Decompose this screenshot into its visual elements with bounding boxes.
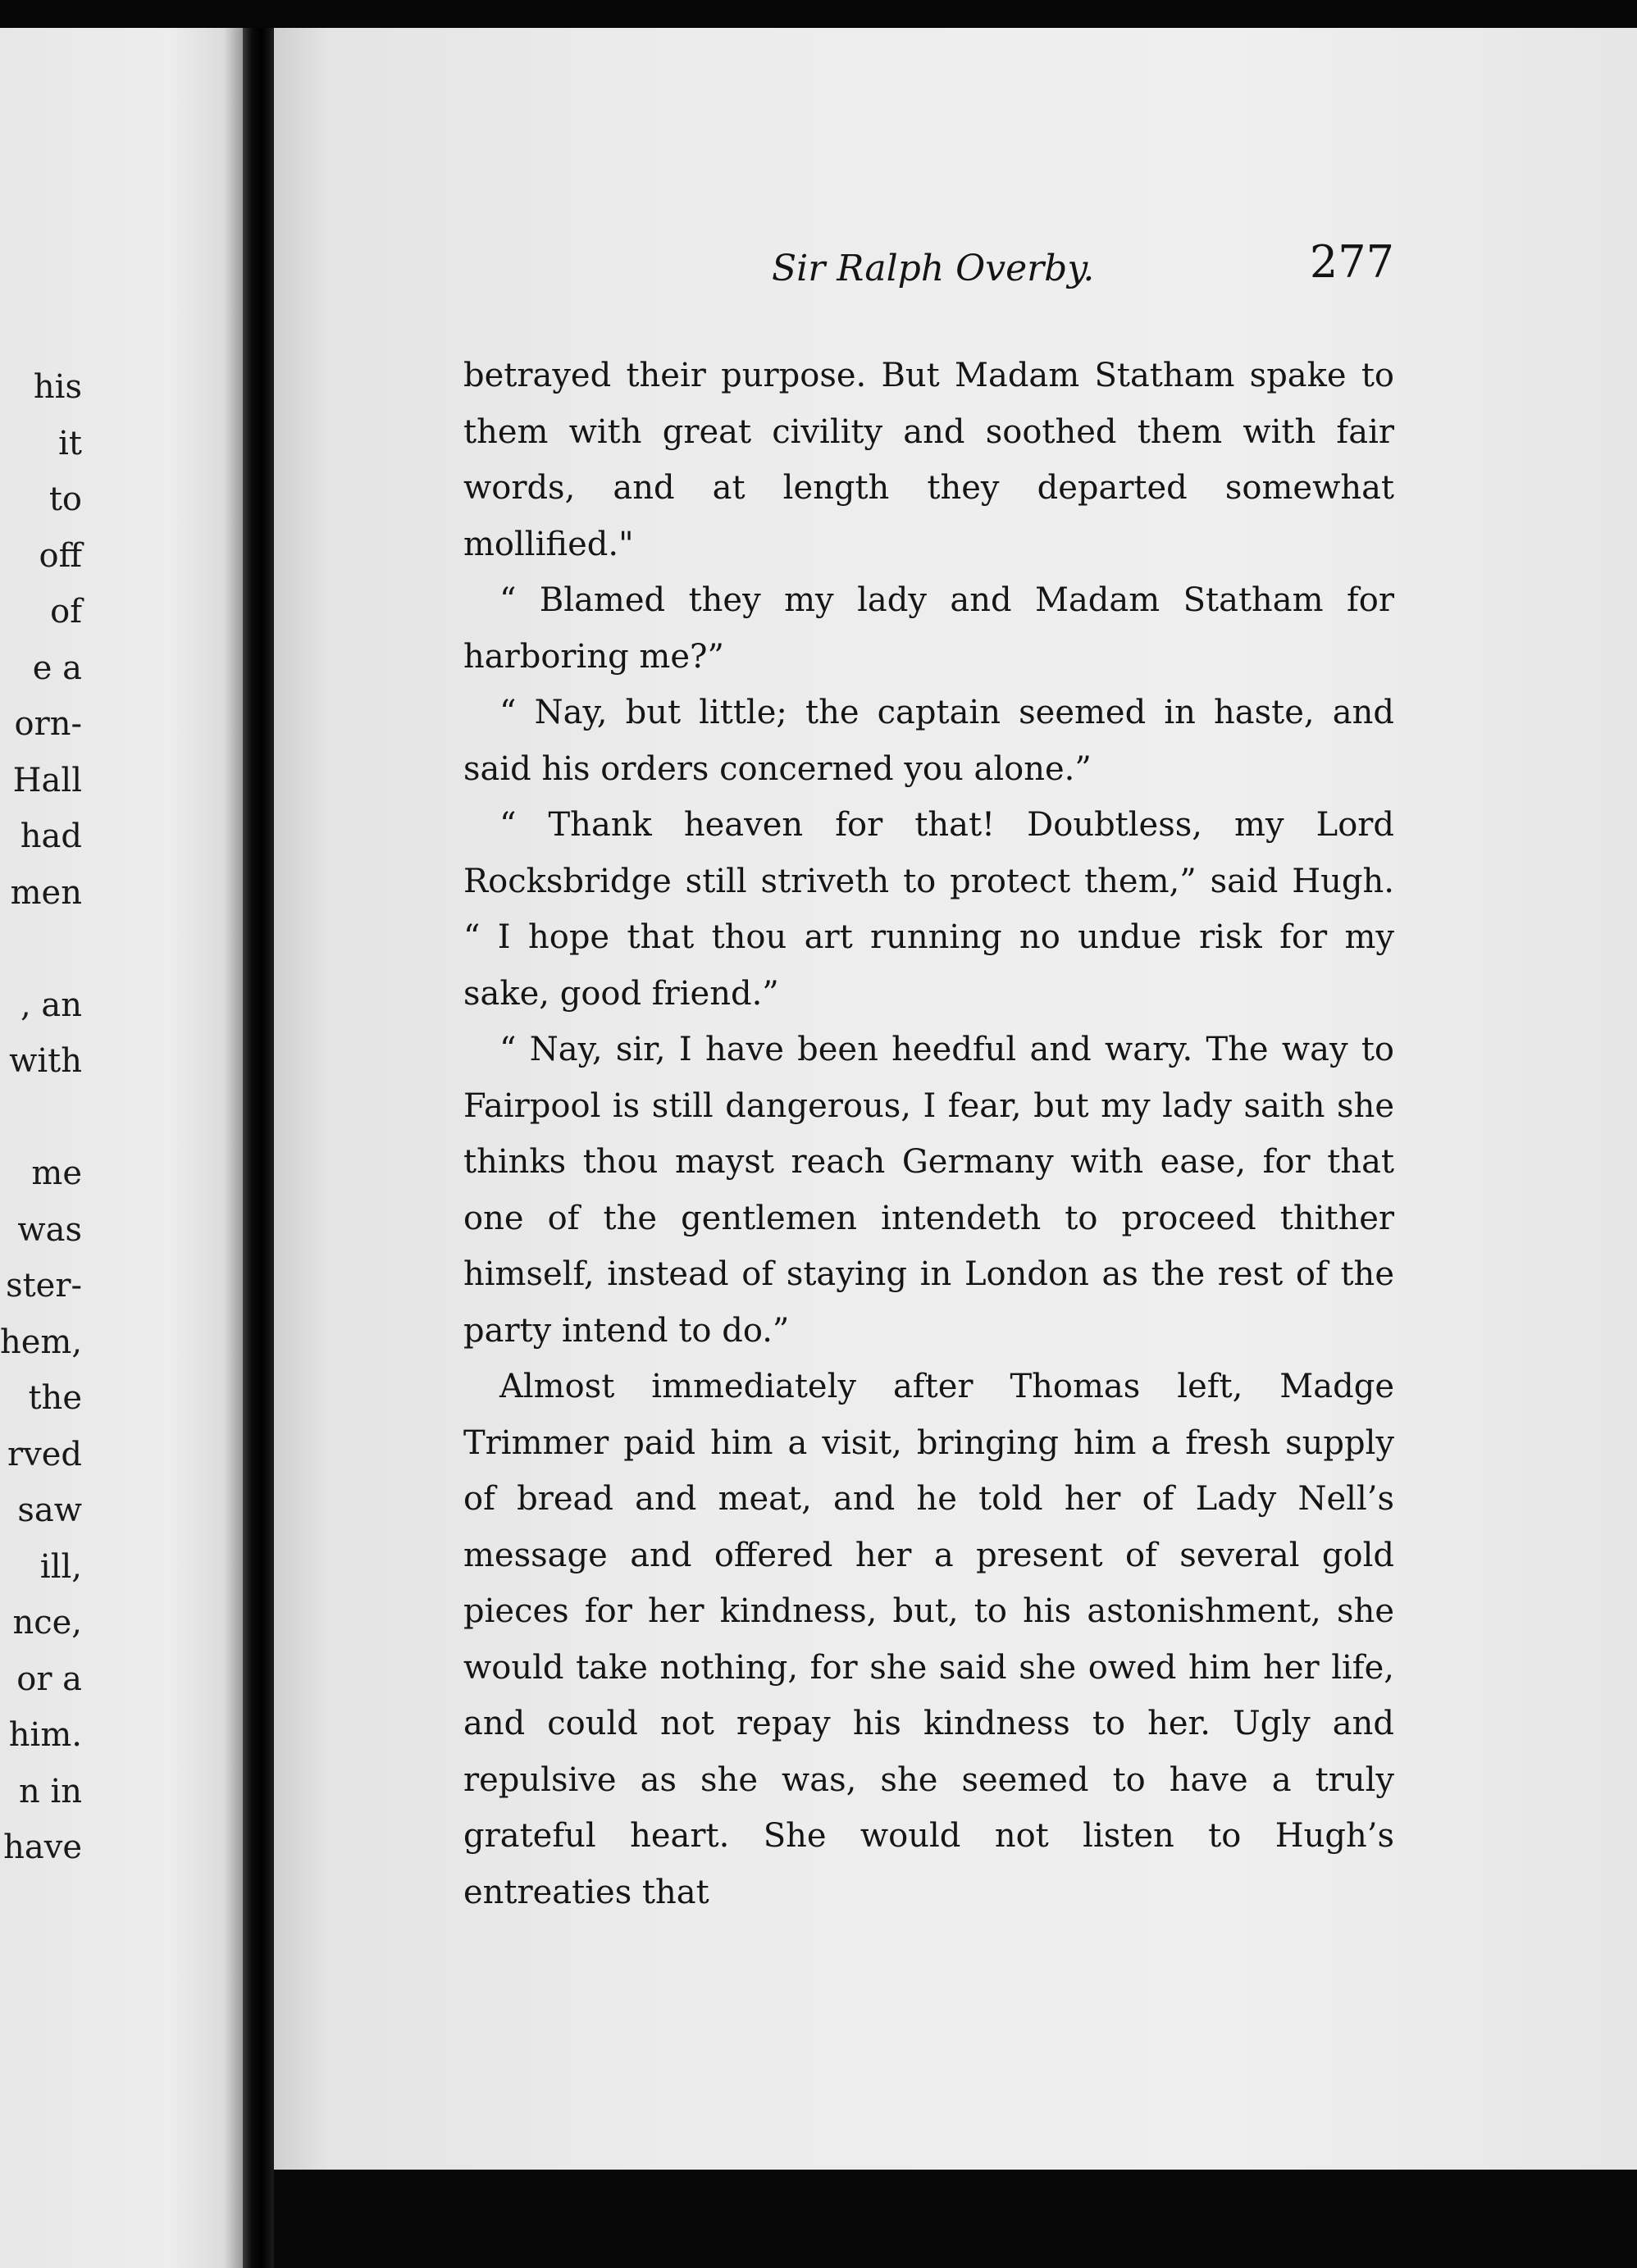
left-line-fragment: ster- [6,1267,82,1305]
left-line-fragment: was [17,1210,82,1249]
left-line-blank [0,921,82,977]
left-line-fragment: nce, [12,1604,82,1642]
left-line-fragment: ill, [39,1547,82,1586]
paragraph: “ Thank heaven for that! Doubtless, my Lord Rocksbridge still striveth to protect them,” said Hugh. “ I hope that thou art running no undue risk for my sake, good friend.” [463,806,1394,1013]
left-line-fragment: rved [7,1435,82,1473]
paragraph: Almost immediately after Thomas left, Madge Trimmer paid him a visit, bringing him a fresh supply of bread and meat, and he told her of Lady Nell’s message and offered her a present of several gold pieces for her kindness, but, to his astonishment, she would take nothing, for she said she owed him her life, and could not repay his kindness to her. Ugly and repulsive as she was, she seemed to have a truly grateful heart. She would not listen to Hugh’s entreaties that [463,1368,1394,1911]
running-title: Sir Ralph Overby. [772,248,1095,289]
running-head [463,231,1394,297]
left-facing-page [0,28,243,2268]
left-line-fragment: to [48,480,82,518]
left-page-line-fragments [0,359,82,1876]
left-line-fragment: n in [18,1772,82,1810]
left-line-fragment: Hall [12,761,82,799]
left-line-fragment: with [9,1042,82,1080]
left-line-fragment: had [20,817,82,855]
paragraph: “ Nay, sir, I have been heedful and wary. The way to Fairpool is still dangerous, I fear, but my lady saith she thinks thou mayst reach Germany with ease, for that one of the gentlemen intendeth to proceed thither himself, instead of staying in London as the rest of the party intend to do.” [463,1031,1394,1350]
paragraph: “ Nay, but little; the captain seemed in haste, and said his orders concerned you alone.” [463,694,1394,788]
book-gutter [243,28,274,2268]
left-line-blank [0,1090,82,1146]
scan-bottom-border [274,2170,1637,2268]
scan-top-border [0,0,1637,28]
left-line-fragment: him. [8,1716,82,1754]
left-line-fragment: the [28,1379,82,1417]
left-line-fragment: me [31,1154,82,1192]
left-line-fragment: his [33,368,82,406]
left-line-fragment: of [50,593,82,631]
left-line-fragment: orn- [14,705,82,743]
left-line-fragment: men [10,873,82,912]
left-line-fragment: e a [32,649,82,687]
body-text [463,348,1394,1920]
left-line-fragment: or a [16,1660,82,1698]
left-line-fragment: off [39,536,82,575]
page-number: 277 [1309,236,1394,288]
left-line-fragment: it [58,424,82,462]
left-page-edge-shadow [225,28,243,2268]
paragraph-continuation: betrayed their purpose. But Madam Statham spake to them with great civility and soothed them with fair words, and at length they departed somewhat mollified." [463,357,1394,563]
paragraph: “ Blamed they my lady and Madam Statham for harboring me?” [463,581,1394,676]
left-line-fragment: , an [20,986,82,1024]
left-line-fragment: have [3,1829,82,1866]
left-line-fragment: saw [17,1492,82,1529]
left-line-fragment: hem, [0,1323,83,1361]
